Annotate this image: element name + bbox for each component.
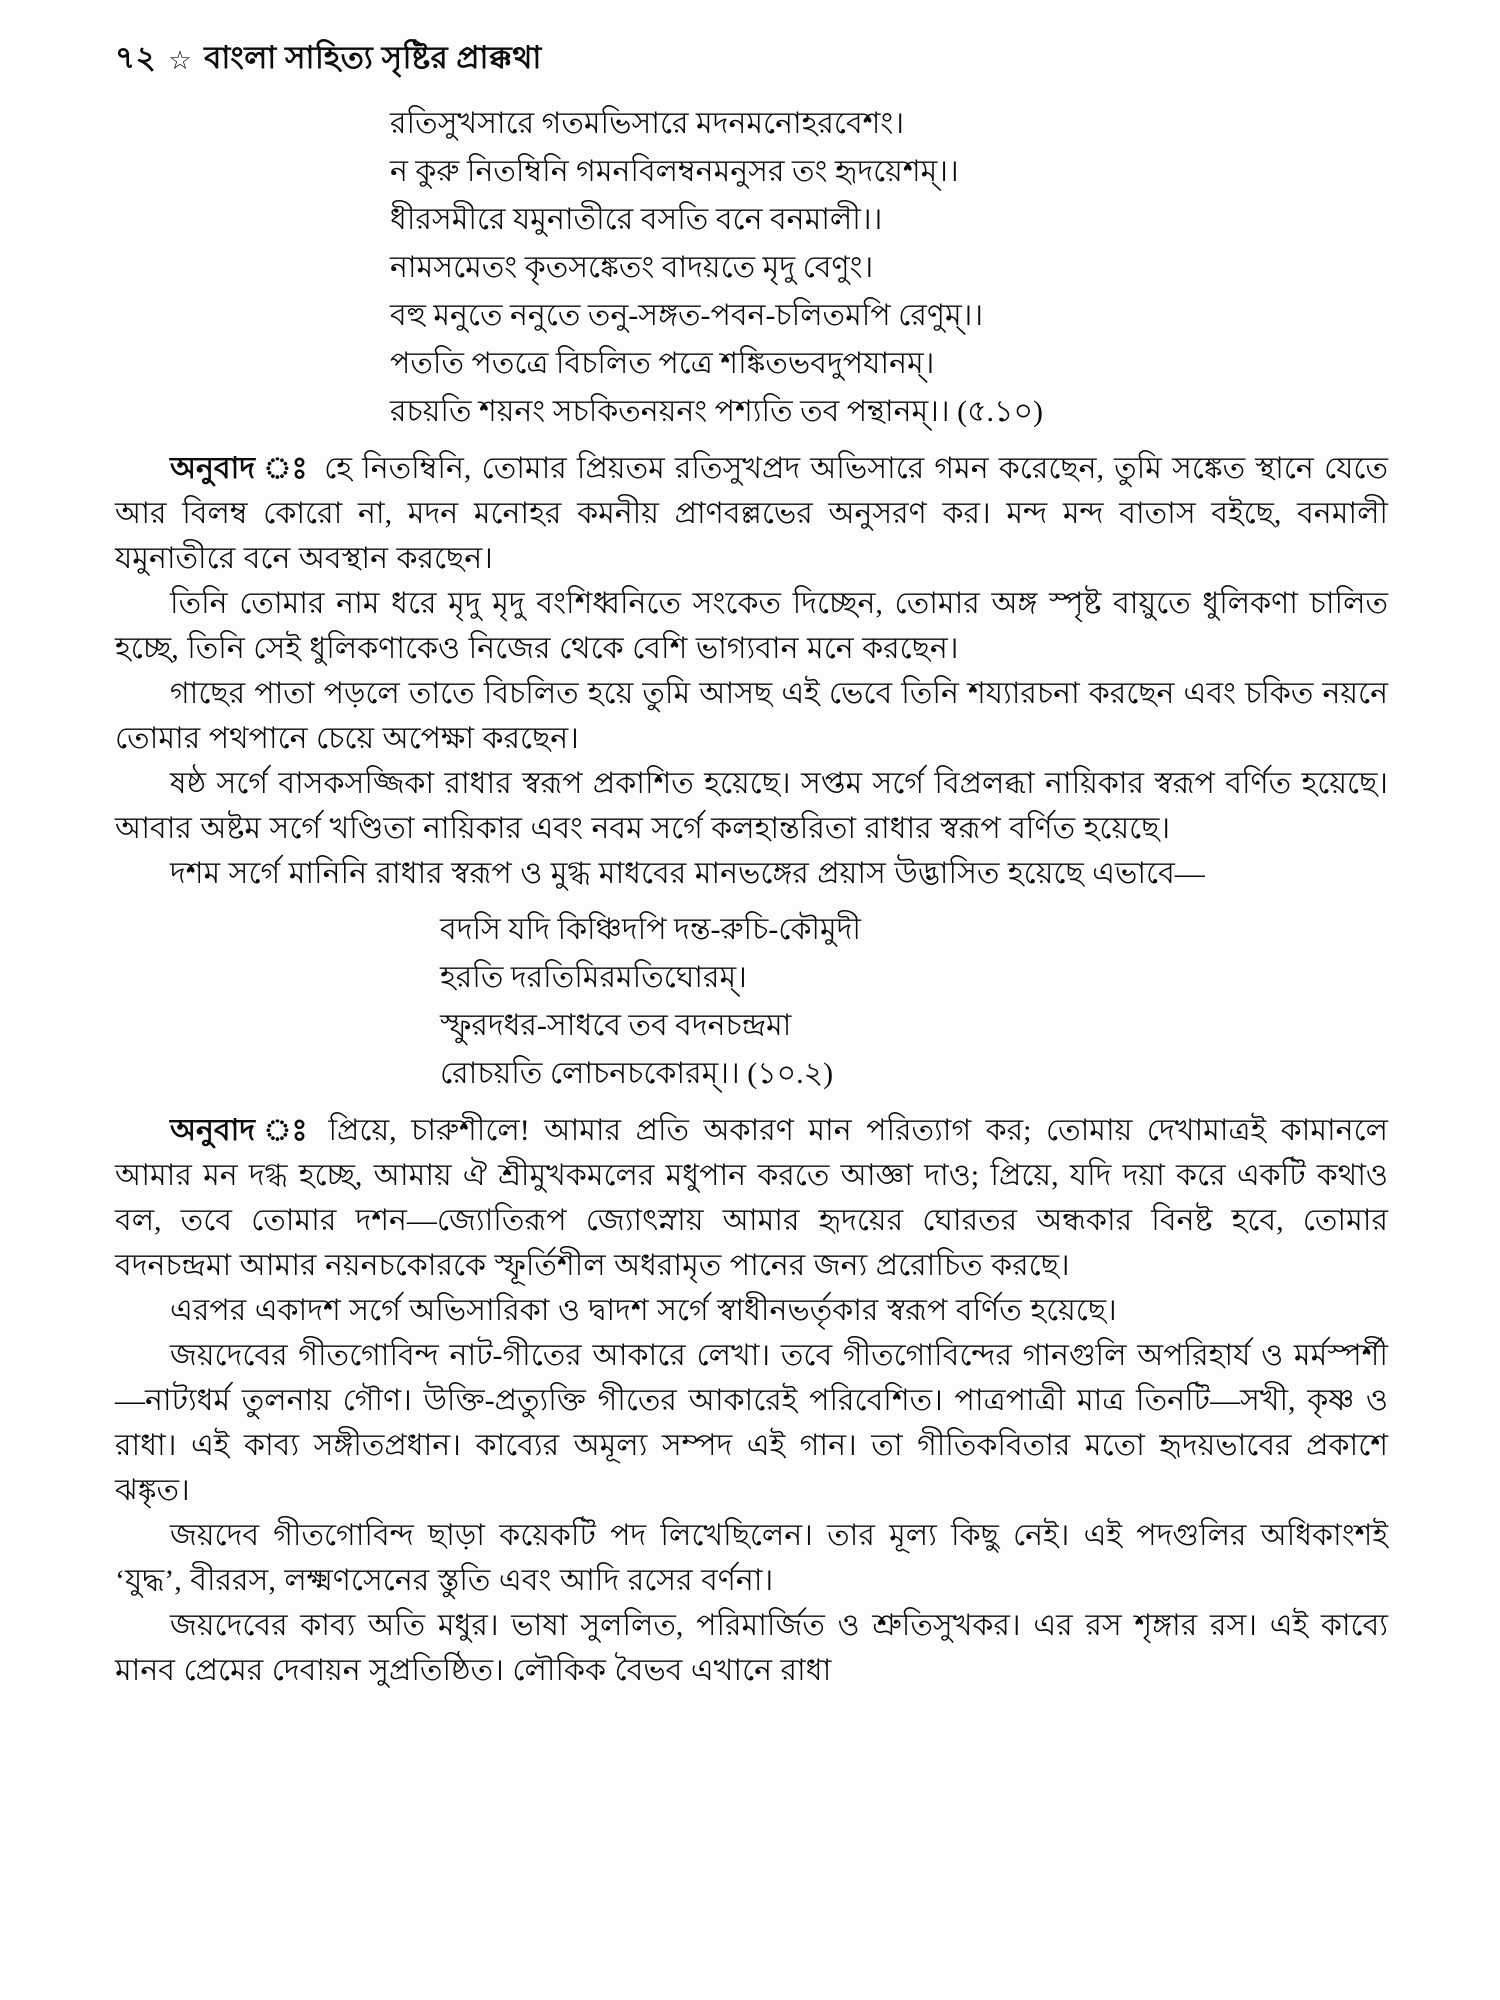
translation-label: অনুবাদ ঃ: [170, 452, 311, 485]
paragraph-text: জয়দেবের কাব্য অতি মধুর। ভাষা সুললিত, পরিমার্জিত ও শ্রুতিসুখকর। এর রস শৃঙ্গার রস। এই কাব্যে মানব প্রেমের দেবায়ন সুপ্রতিষ্ঠিত। লৌকিক বৈভব এখানে রাধা: [115, 1609, 1388, 1687]
verse2-line-4: রোচয়তি লোচনচকোরম্।। (১০.২): [440, 1057, 834, 1090]
star-icon: ☆: [168, 46, 193, 75]
paragraph-text: ষষ্ঠ সর্গে বাসকসজ্জিকা রাধার স্বরূপ প্রকাশিত হয়েছে। সপ্তম সর্গে বিপ্রলব্ধা নায়িকার স্বরূপ বর্ণিত হয়েছে। আবার অষ্টম সর্গে খণ্ডিতা নায়িকার এবং নবম সর্গে কলহান্তরিতা রাধার স্বরূপ বর্ণিত হয়েছে।: [115, 767, 1388, 845]
body-paragraph: [115, 1603, 1388, 1693]
body-paragraph: [115, 1513, 1388, 1603]
page-number: ৭২: [115, 40, 157, 75]
paragraph-text: জয়দেবের গীতগোবিন্দ নাট-গীতের আকারে লেখা। তবে গীতগোবিন্দের গানগুলি অপরিহার্য ও মর্মস্পর্শী—নাট্যধর্ম তুলনায় গৌণ। উক্তি-প্রত্যুক্তি গীতের আকারেই পরিবেশিত। পাত্রপাত্রী মাত্র তিনটি—সখী, কৃষ্ণ ও রাধা। এই কাব্য সঙ্গীতপ্রধান। কাব্যের অমূল্য সম্পদ এই গান। তা গীতিকবিতার মতো হৃদয়ভাবের প্রকাশে ঝঙ্কৃত।: [115, 1339, 1388, 1507]
verse1-line-2: ন কুরু নিতম্বিনি গমনবিলম্বনমনুসর তং হৃদয়েশম্।।: [390, 155, 959, 188]
body-paragraph: [115, 761, 1388, 851]
verse1-line-7: রচয়তি শয়নং সচকিতনয়নং পশ্যতি তব পন্থানম্।। (৫.১০): [390, 395, 1044, 428]
body-paragraph: [115, 581, 1388, 671]
body-paragraph: [115, 671, 1388, 761]
paragraph-text: প্রিয়ে, চারুশীলে! আমার প্রতি অকারণ মান পরিত্যাগ কর; তোমায় দেখামাত্রই কামানলে আমার মন দগ্ধ হচ্ছে, আমায় ঐ শ্রীমুখকমলের মধুপান করতে আজ্ঞা দাও; প্রিয়ে, যদি দয়া করে একটি কথাও বল, তবে তোমার দশন—জ্যোতিরূপ জ্যোৎস্নায় আমার হৃদয়ের ঘোরতর অন্ধকার বিনষ্ট হবে, তোমার বদনচন্দ্রমা আমার নয়নচকোরকে স্ফূর্তিশীল অধরামৃত পানের জন্য প্ররোচিত করছে।: [115, 1114, 1388, 1282]
body-paragraph: [115, 1288, 1388, 1333]
sanskrit-verse-2: [440, 906, 1388, 1098]
chapter-title: বাংলা সাহিত্য সৃষ্টির প্রাক্কথা: [204, 40, 542, 75]
body-paragraph: [115, 851, 1388, 896]
paragraph-text: জয়দেব গীতগোবিন্দ ছাড়া কয়েকটি পদ লিখেছিলেন। তার মূল্য কিছু নেই। এই পদগুলির অধিকাংশই ‘যুদ্ধ’, বীররস, লক্ষ্মণসেনের স্তুতি এবং আদি রসের বর্ণনা।: [115, 1519, 1388, 1597]
verse2-line-2: হরতি দরতিমিরমতিঘোরম্।: [440, 961, 747, 994]
verse1-line-1: রতিসুখসারে গতমভিসারে মদনমনোহরবেশং।: [390, 107, 905, 140]
paragraph-text: দশম সর্গে মানিনি রাধার স্বরূপ ও মুগ্ধ মাধবের মানভঙ্গের প্রয়াস উদ্ভাসিত হয়েছে এভাবে—: [170, 857, 1205, 890]
verse2-line-3: স্ফুরদধর-সাধবে তব বদনচন্দ্রমা: [440, 1009, 792, 1042]
paragraph-text: হে নিতম্বিনি, তোমার প্রিয়তম রতিসুখপ্রদ অভিসারে গমন করেছেন, তুমি সঙ্কেত স্থানে যেতে আর বিলম্ব কোরো না, মদন মনোহর কমনীয় প্রাণবল্লভের অনুসরণ কর। মন্দ মন্দ বাতাস বইছে, বনমালী যমুনাতীরে বনে অবস্থান করছেন।: [115, 452, 1388, 575]
verse1-line-6: পততি পতত্রে বিচলিত পত্রে শঙ্কিতভবদুপযানম্।: [390, 347, 935, 380]
verse1-line-5: বহু মনুতে ননুতে তনু-সঙ্গত-পবন-চলিতমপি রেণুম্।।: [390, 299, 984, 332]
verse1-line-3: ধীরসমীরে যমুনাতীরে বসতি বনে বনমালী।।: [390, 203, 883, 236]
translation-paragraph-1: [115, 446, 1388, 581]
paragraph-text: গাছের পাতা পড়লে তাতে বিচলিত হয়ে তুমি আসছ এই ভেবে তিনি শয্যারচনা করছেন এবং চকিত নয়নে তোমার পথপানে চেয়ে অপেক্ষা করছেন।: [115, 677, 1388, 755]
sanskrit-verse-1: [390, 100, 1388, 436]
verse2-line-1: বদসি যদি কিঞ্চিদপি দন্ত-রুচি-কৌমুদী: [440, 913, 862, 946]
running-header: [115, 34, 1388, 86]
paragraph-text: তিনি তোমার নাম ধরে মৃদু মৃদু বংশিধ্বনিতে সংকেত দিচ্ছেন, তোমার অঙ্গ স্পৃষ্ট বায়ুতে ধুলিকণা চালিত হচ্ছে, তিনি সেই ধুলিকণাকেও নিজের থেকে বেশি ভাগ্যবান মনে করছেন।: [115, 587, 1388, 665]
body-paragraph: [115, 1333, 1388, 1513]
translation-paragraph-2: [115, 1108, 1388, 1288]
translation-label: অনুবাদ ঃ: [170, 1114, 315, 1147]
paragraph-text: এরপর একাদশ সর্গে অভিসারিকা ও দ্বাদশ সর্গে স্বাধীনভর্তৃকার স্বরূপ বর্ণিত হয়েছে।: [170, 1294, 1117, 1327]
verse1-line-4: নামসমেতং কৃতসঙ্কেতং বাদয়তে মৃদু বেণুং।: [390, 251, 874, 284]
